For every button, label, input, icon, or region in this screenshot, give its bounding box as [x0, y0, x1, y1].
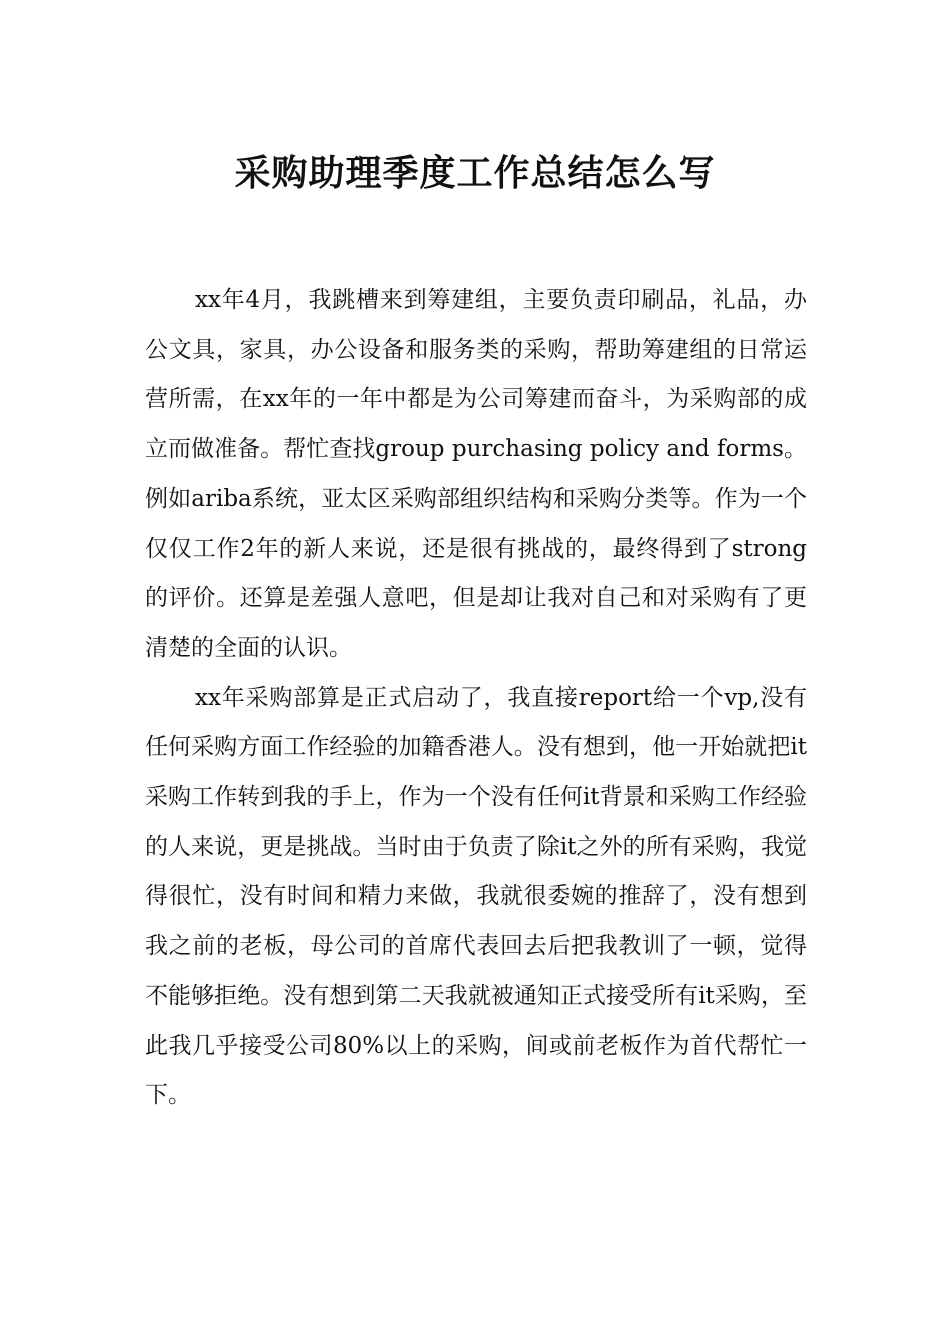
paragraph-2: xx年采购部算是正式启动了，我直接report给一个vp,没有任何采购方面工作经验的加籍香港人。没有想到，他一开始就把it采购工作转到我的手上，作为一个没有任何it背景和采购工作经验的人来说，更是挑战。当时由于负责了除it之外的所有采购，我觉得很忙，没有时间和精力来做，我就很委婉的推辞了，没有想到我之前的老板，母公司的首席代表回去后把我教训了一顿，觉得不能够拒绝。没有想到第二天我就被通知正式接受所有it采购，至此我几乎接受公司80%以上的采购，间或前老板作为首代帮忙一下。 — [145, 684, 807, 1109]
paragraph-1: xx年4月，我跳槽来到筹建组，主要负责印刷品，礼品，办公文具，家具，办公设备和服务类的采购，帮助筹建组的日常运营所需，在xx年的一年中都是为公司筹建而奋斗，为采购部的成立而做准备。帮忙查找group purchasing policy and forms。例如ariba系统，亚太区采购部组织结构和采购分类等。作为一个仅仅工作2年的新人来说，还是很有挑战的，最终得到了strong的评价。还算是差强人意吧，但是却让我对自己和对采购有了更清楚的全面的认识。 — [145, 287, 807, 661]
document-title: 采购助理季度工作总结怎么写 — [234, 153, 716, 195]
document-body — [145, 276, 807, 1121]
